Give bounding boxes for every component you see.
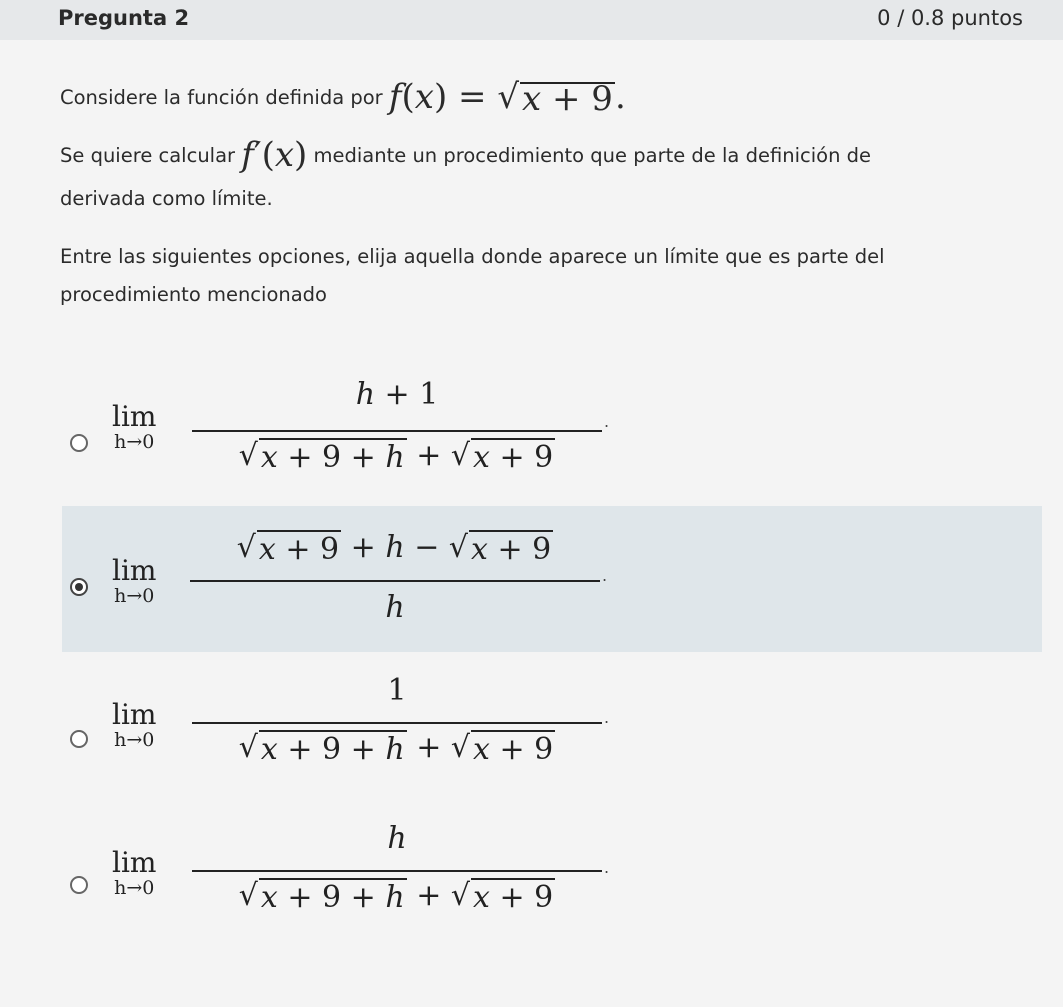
fraction-bar: [190, 580, 600, 582]
radio-option-2[interactable]: [70, 578, 88, 596]
fraction-option-4: [192, 816, 602, 936]
numerator: h: [387, 821, 407, 856]
numerator: 1: [387, 673, 407, 708]
question-text-2b: mediante un procedimiento que parte de la definición de: [313, 144, 872, 167]
question-header: [0, 0, 1063, 40]
question-line-1: [60, 77, 626, 119]
radio-option-4[interactable]: [70, 876, 88, 894]
instruction-line-1: Entre las siguientes opciones, elija aquella donde aparece un límite que es parte del: [60, 245, 885, 268]
denominator: √ x + 9 + h + √ x + 9: [238, 438, 554, 475]
fraction-bar: [192, 870, 602, 872]
answer-option-2[interactable]: lim h→0 √ x + 9 + h − √ x + 9 h .: [62, 506, 1042, 652]
question-title: Pregunta 2: [58, 6, 190, 30]
answer-option-4[interactable]: lim h→0 h √ x + 9 + h + √ x + 9 .: [0, 812, 1063, 952]
fraction-option-3: [192, 668, 602, 788]
denominator: √ x + 9 + h + √ x + 9: [238, 730, 554, 767]
denominator: h: [385, 590, 405, 625]
denominator: √ x + 9 + h + √ x + 9: [238, 878, 554, 915]
fraction-option-1: [192, 372, 602, 492]
answer-option-3[interactable]: lim h→0 1 √ x + 9 + h + √ x + 9 .: [0, 662, 1063, 802]
limit-operator: lim h→0: [112, 698, 157, 751]
derivative-expression: f′(x): [241, 135, 308, 175]
fraction-option-2: [190, 520, 600, 640]
question-text-1: Considere la función definida por: [60, 86, 383, 109]
limit-operator: lim h→0: [112, 400, 157, 453]
fraction-bar: [192, 722, 602, 724]
question-score: 0 / 0.8 puntos: [877, 6, 1023, 30]
numerator: h + 1: [355, 377, 439, 412]
question-line-3: derivada como límite.: [60, 187, 273, 210]
limit-operator: lim h→0: [112, 846, 157, 899]
instruction-line-2: procedimiento mencionado: [60, 283, 327, 306]
fraction-bar: [192, 430, 602, 432]
function-definition: f(x) = √ x + 9 .: [388, 77, 626, 119]
numerator: √ x + 9 + h − √ x + 9: [236, 530, 552, 567]
radio-option-3[interactable]: [70, 730, 88, 748]
limit-operator: lim h→0: [112, 554, 157, 607]
question-text-2a: Se quiere calcular: [60, 144, 236, 167]
answer-option-1[interactable]: lim h→0 h + 1 √ x + 9 + h + √ x + 9 .: [0, 362, 1063, 502]
question-line-2: [60, 135, 872, 175]
radio-option-1[interactable]: [70, 434, 88, 452]
